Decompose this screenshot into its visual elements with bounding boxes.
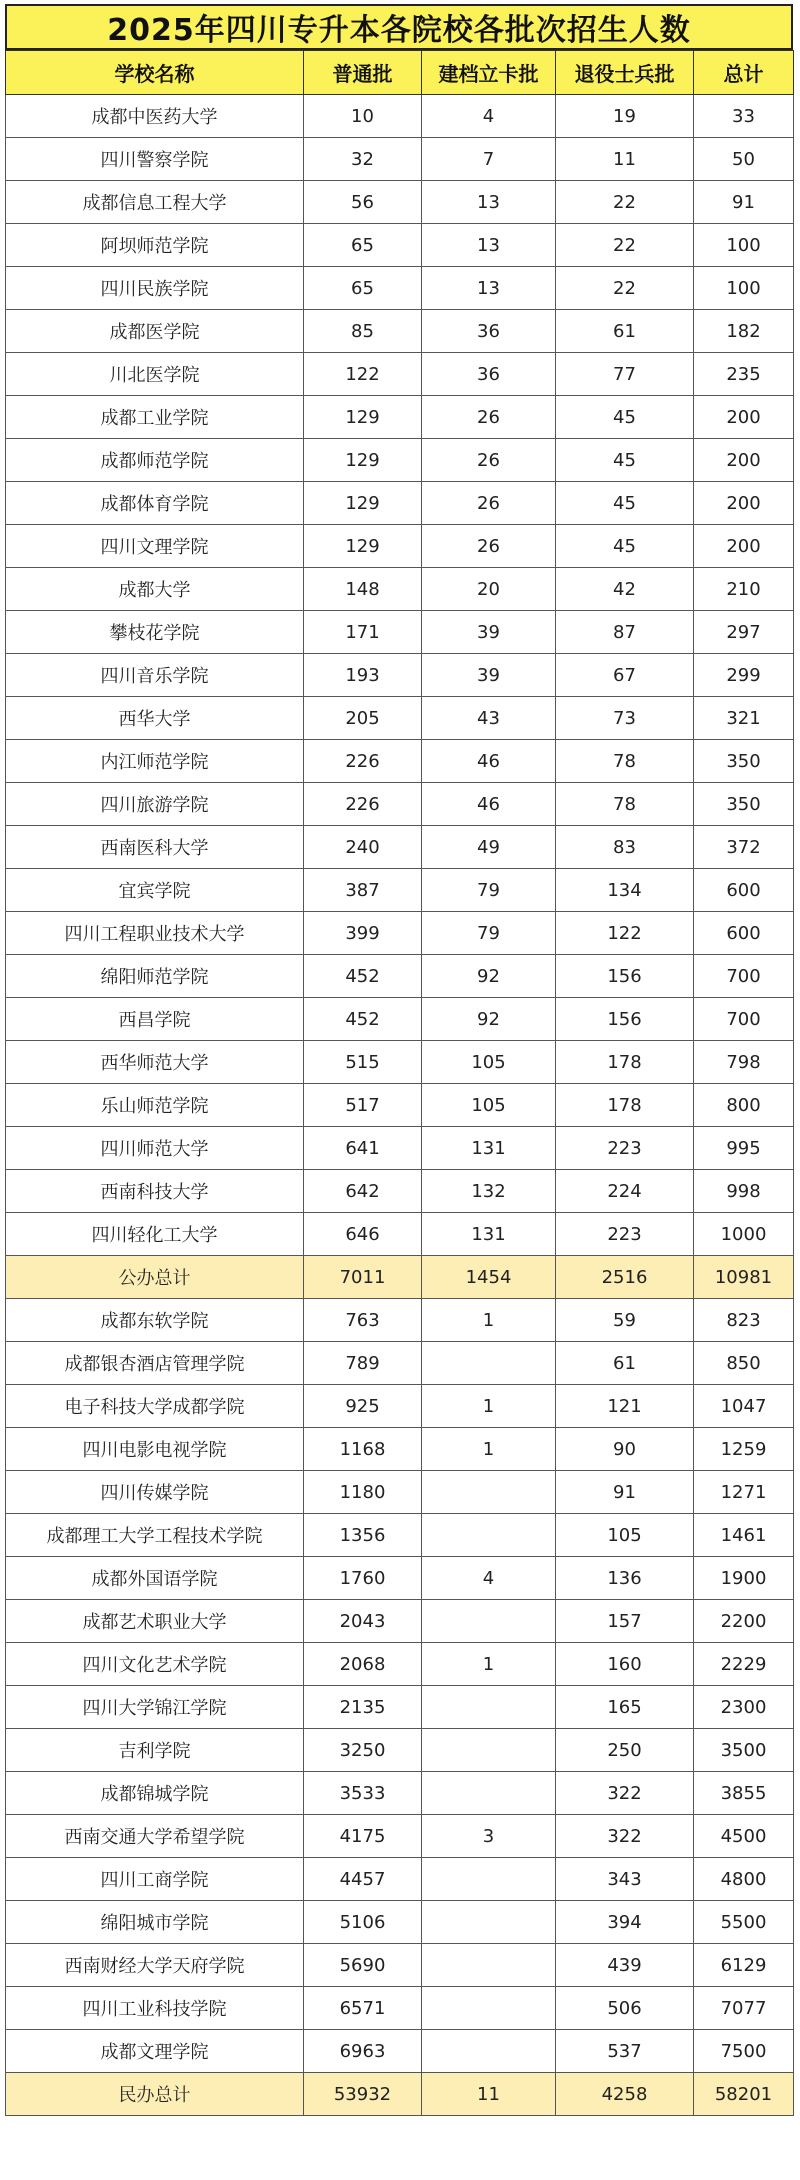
cell-school-name: 四川师范大学 [6,1127,304,1170]
cell-poverty: 11 [422,2073,556,2116]
cell-regular: 148 [304,568,422,611]
cell-veteran: 83 [556,826,694,869]
table-row [6,826,794,869]
cell-school-name: 成都银杏酒店管理学院 [6,1342,304,1385]
table-row [6,955,794,998]
cell-regular: 387 [304,869,422,912]
cell-poverty: 36 [422,310,556,353]
cell-school-name: 四川旅游学院 [6,783,304,826]
cell-poverty: 49 [422,826,556,869]
cell-veteran: 250 [556,1729,694,1772]
cell-school-name: 电子科技大学成都学院 [6,1385,304,1428]
cell-poverty [422,1342,556,1385]
cell-school-name: 绵阳师范学院 [6,955,304,998]
table-row [6,353,794,396]
cell-veteran: 343 [556,1858,694,1901]
cell-veteran: 61 [556,310,694,353]
cell-regular: 1356 [304,1514,422,1557]
table-row [6,181,794,224]
cell-veteran: 121 [556,1385,694,1428]
cell-veteran: 45 [556,482,694,525]
table-row [6,1471,794,1514]
cell-regular: 763 [304,1299,422,1342]
table-row [6,1643,794,1686]
cell-regular: 5106 [304,1901,422,1944]
cell-poverty: 46 [422,783,556,826]
cell-poverty [422,2030,556,2073]
cell-veteran: 394 [556,1901,694,1944]
cell-total: 33 [694,95,794,138]
cell-school-name: 四川文理学院 [6,525,304,568]
header-school-name: 学校名称 [6,51,304,95]
cell-poverty [422,1858,556,1901]
cell-poverty: 4 [422,95,556,138]
private-total-row [6,2073,794,2116]
cell-school-name: 乐山师范学院 [6,1084,304,1127]
cell-poverty: 92 [422,955,556,998]
cell-veteran: 156 [556,998,694,1041]
cell-school-name: 成都东软学院 [6,1299,304,1342]
cell-total: 5500 [694,1901,794,1944]
cell-total: 700 [694,998,794,1041]
cell-poverty [422,1987,556,2030]
cell-total: 182 [694,310,794,353]
cell-school-name: 西南科技大学 [6,1170,304,1213]
table-row [6,568,794,611]
cell-poverty: 26 [422,482,556,525]
cell-veteran: 178 [556,1041,694,1084]
cell-poverty [422,1944,556,1987]
public-total-row [6,1256,794,1299]
table-body [6,95,794,2116]
enrollment-table [5,50,794,2116]
table-row [6,310,794,353]
cell-total: 3855 [694,1772,794,1815]
table-row [6,1127,794,1170]
cell-regular: 122 [304,353,422,396]
cell-poverty: 39 [422,611,556,654]
cell-regular: 515 [304,1041,422,1084]
header-row [6,51,794,95]
cell-school-name: 阿坝师范学院 [6,224,304,267]
cell-veteran: 178 [556,1084,694,1127]
cell-school-name: 成都理工大学工程技术学院 [6,1514,304,1557]
cell-regular: 32 [304,138,422,181]
cell-regular: 6963 [304,2030,422,2073]
table-row [6,1428,794,1471]
cell-regular: 129 [304,525,422,568]
cell-regular: 2068 [304,1643,422,1686]
cell-veteran: 157 [556,1600,694,1643]
table-row [6,1385,794,1428]
cell-school-name: 川北医学院 [6,353,304,396]
table-row [6,1213,794,1256]
cell-total: 600 [694,869,794,912]
cell-school-name: 成都信息工程大学 [6,181,304,224]
cell-veteran: 91 [556,1471,694,1514]
cell-veteran: 160 [556,1643,694,1686]
cell-total: 321 [694,697,794,740]
cell-school-name: 成都师范学院 [6,439,304,482]
cell-poverty: 26 [422,439,556,482]
cell-poverty: 79 [422,912,556,955]
cell-school-name: 四川工商学院 [6,1858,304,1901]
cell-school-name: 四川工业科技学院 [6,1987,304,2030]
table-row [6,1299,794,1342]
table-row [6,1600,794,1643]
cell-school-name: 四川警察学院 [6,138,304,181]
table-row [6,2030,794,2073]
cell-regular: 4175 [304,1815,422,1858]
table-row [6,1041,794,1084]
cell-total: 200 [694,482,794,525]
table-row [6,1901,794,1944]
cell-poverty: 1 [422,1643,556,1686]
cell-school-name: 西华大学 [6,697,304,740]
cell-regular: 517 [304,1084,422,1127]
cell-total: 700 [694,955,794,998]
header-poverty-batch: 建档立卡批 [422,51,556,95]
cell-total: 210 [694,568,794,611]
table-row [6,1729,794,1772]
sheet-title: 2025年四川专升本各院校各批次招生人数 [5,4,793,50]
cell-poverty: 43 [422,697,556,740]
header-total: 总计 [694,51,794,95]
cell-poverty: 13 [422,224,556,267]
table-row [6,740,794,783]
cell-veteran: 322 [556,1815,694,1858]
cell-school-name: 四川文化艺术学院 [6,1643,304,1686]
cell-veteran: 223 [556,1213,694,1256]
cell-veteran: 73 [556,697,694,740]
cell-veteran: 439 [556,1944,694,1987]
cell-poverty: 1454 [422,1256,556,1299]
table-row [6,482,794,525]
table-row [6,998,794,1041]
cell-school-name: 四川工程职业技术大学 [6,912,304,955]
cell-regular: 641 [304,1127,422,1170]
cell-school-name: 四川传媒学院 [6,1471,304,1514]
cell-school-name: 宜宾学院 [6,869,304,912]
cell-school-name: 公办总计 [6,1256,304,1299]
cell-poverty: 1 [422,1428,556,1471]
cell-school-name: 西华师范大学 [6,1041,304,1084]
cell-veteran: 156 [556,955,694,998]
cell-regular: 1180 [304,1471,422,1514]
cell-veteran: 77 [556,353,694,396]
cell-total: 372 [694,826,794,869]
cell-veteran: 45 [556,396,694,439]
table-row [6,1342,794,1385]
cell-veteran: 2516 [556,1256,694,1299]
cell-regular: 10 [304,95,422,138]
cell-poverty: 1 [422,1299,556,1342]
cell-total: 200 [694,439,794,482]
cell-school-name: 四川民族学院 [6,267,304,310]
cell-regular: 56 [304,181,422,224]
cell-school-name: 四川大学锦江学院 [6,1686,304,1729]
cell-regular: 171 [304,611,422,654]
cell-total: 91 [694,181,794,224]
cell-school-name: 成都锦城学院 [6,1772,304,1815]
cell-school-name: 四川电影电视学院 [6,1428,304,1471]
cell-total: 823 [694,1299,794,1342]
cell-veteran: 537 [556,2030,694,2073]
cell-school-name: 四川轻化工大学 [6,1213,304,1256]
table-row [6,697,794,740]
cell-school-name: 四川音乐学院 [6,654,304,697]
cell-school-name: 民办总计 [6,2073,304,2116]
cell-total: 800 [694,1084,794,1127]
table-row [6,95,794,138]
cell-total: 350 [694,740,794,783]
cell-poverty: 1 [422,1385,556,1428]
cell-poverty: 132 [422,1170,556,1213]
cell-total: 200 [694,525,794,568]
table-header [6,51,794,95]
cell-regular: 1760 [304,1557,422,1600]
cell-poverty: 7 [422,138,556,181]
cell-poverty: 131 [422,1213,556,1256]
cell-poverty: 26 [422,396,556,439]
cell-school-name: 成都工业学院 [6,396,304,439]
cell-regular: 5690 [304,1944,422,1987]
cell-total: 6129 [694,1944,794,1987]
cell-regular: 240 [304,826,422,869]
table-row [6,224,794,267]
cell-regular: 65 [304,267,422,310]
cell-poverty [422,1471,556,1514]
cell-veteran: 165 [556,1686,694,1729]
cell-veteran: 45 [556,439,694,482]
cell-veteran: 42 [556,568,694,611]
cell-poverty: 79 [422,869,556,912]
cell-poverty [422,1729,556,1772]
cell-veteran: 59 [556,1299,694,1342]
cell-total: 235 [694,353,794,396]
cell-school-name: 西南交通大学希望学院 [6,1815,304,1858]
cell-school-name: 成都中医药大学 [6,95,304,138]
cell-total: 1000 [694,1213,794,1256]
cell-school-name: 吉利学院 [6,1729,304,1772]
table-row [6,1944,794,1987]
cell-veteran: 67 [556,654,694,697]
table-row [6,611,794,654]
cell-poverty: 105 [422,1084,556,1127]
cell-school-name: 成都医学院 [6,310,304,353]
cell-regular: 2135 [304,1686,422,1729]
cell-poverty [422,1514,556,1557]
table-row [6,439,794,482]
cell-regular: 925 [304,1385,422,1428]
cell-veteran: 11 [556,138,694,181]
cell-total: 2300 [694,1686,794,1729]
cell-poverty [422,1686,556,1729]
cell-regular: 226 [304,783,422,826]
cell-total: 1900 [694,1557,794,1600]
table-row [6,654,794,697]
cell-regular: 789 [304,1342,422,1385]
cell-total: 100 [694,267,794,310]
cell-total: 50 [694,138,794,181]
cell-poverty: 92 [422,998,556,1041]
table-row [6,1557,794,1600]
cell-regular: 3533 [304,1772,422,1815]
cell-total: 1461 [694,1514,794,1557]
cell-poverty: 39 [422,654,556,697]
cell-regular: 4457 [304,1858,422,1901]
cell-veteran: 224 [556,1170,694,1213]
cell-total: 299 [694,654,794,697]
cell-total: 7077 [694,1987,794,2030]
table-row [6,1514,794,1557]
cell-school-name: 攀枝花学院 [6,611,304,654]
cell-poverty: 4 [422,1557,556,1600]
cell-school-name: 西南医科大学 [6,826,304,869]
cell-total: 58201 [694,2073,794,2116]
cell-regular: 399 [304,912,422,955]
cell-total: 2200 [694,1600,794,1643]
cell-veteran: 22 [556,224,694,267]
cell-total: 350 [694,783,794,826]
cell-total: 200 [694,396,794,439]
table-row [6,1987,794,2030]
table-row [6,396,794,439]
cell-total: 10981 [694,1256,794,1299]
cell-school-name: 内江师范学院 [6,740,304,783]
cell-regular: 646 [304,1213,422,1256]
cell-veteran: 61 [556,1342,694,1385]
cell-veteran: 78 [556,740,694,783]
cell-poverty: 3 [422,1815,556,1858]
cell-total: 600 [694,912,794,955]
cell-veteran: 22 [556,267,694,310]
cell-veteran: 4258 [556,2073,694,2116]
cell-total: 7500 [694,2030,794,2073]
cell-poverty: 13 [422,181,556,224]
cell-total: 798 [694,1041,794,1084]
header-regular-batch: 普通批 [304,51,422,95]
cell-total: 4800 [694,1858,794,1901]
table-row [6,1170,794,1213]
cell-poverty: 13 [422,267,556,310]
cell-total: 4500 [694,1815,794,1858]
table-row [6,525,794,568]
cell-veteran: 45 [556,525,694,568]
cell-total: 995 [694,1127,794,1170]
cell-veteran: 322 [556,1772,694,1815]
enrollment-sheet [5,4,793,2174]
cell-school-name: 成都外国语学院 [6,1557,304,1600]
table-row [6,783,794,826]
cell-school-name: 成都艺术职业大学 [6,1600,304,1643]
cell-total: 297 [694,611,794,654]
cell-veteran: 136 [556,1557,694,1600]
cell-school-name: 成都大学 [6,568,304,611]
cell-poverty [422,1901,556,1944]
cell-poverty: 36 [422,353,556,396]
header-veteran-batch: 退役士兵批 [556,51,694,95]
cell-total: 2229 [694,1643,794,1686]
cell-poverty: 131 [422,1127,556,1170]
cell-regular: 226 [304,740,422,783]
table-row [6,138,794,181]
cell-total: 1047 [694,1385,794,1428]
cell-school-name: 绵阳城市学院 [6,1901,304,1944]
cell-regular: 452 [304,955,422,998]
cell-regular: 205 [304,697,422,740]
cell-poverty [422,1600,556,1643]
cell-school-name: 成都体育学院 [6,482,304,525]
cell-regular: 452 [304,998,422,1041]
cell-total: 1259 [694,1428,794,1471]
cell-regular: 2043 [304,1600,422,1643]
cell-regular: 129 [304,396,422,439]
table-row [6,869,794,912]
cell-poverty [422,1772,556,1815]
cell-regular: 642 [304,1170,422,1213]
cell-veteran: 223 [556,1127,694,1170]
cell-poverty: 46 [422,740,556,783]
cell-total: 850 [694,1342,794,1385]
cell-veteran: 22 [556,181,694,224]
cell-total: 998 [694,1170,794,1213]
cell-school-name: 成都文理学院 [6,2030,304,2073]
cell-poverty: 105 [422,1041,556,1084]
table-row [6,267,794,310]
cell-veteran: 134 [556,869,694,912]
cell-veteran: 506 [556,1987,694,2030]
table-row [6,1815,794,1858]
cell-veteran: 78 [556,783,694,826]
table-row [6,1858,794,1901]
cell-school-name: 西南财经大学天府学院 [6,1944,304,1987]
cell-veteran: 90 [556,1428,694,1471]
cell-total: 100 [694,224,794,267]
cell-veteran: 122 [556,912,694,955]
table-row [6,1084,794,1127]
cell-veteran: 19 [556,95,694,138]
cell-regular: 53932 [304,2073,422,2116]
cell-regular: 7011 [304,1256,422,1299]
cell-regular: 3250 [304,1729,422,1772]
cell-regular: 85 [304,310,422,353]
cell-regular: 65 [304,224,422,267]
cell-regular: 193 [304,654,422,697]
cell-total: 3500 [694,1729,794,1772]
cell-regular: 129 [304,439,422,482]
cell-total: 1271 [694,1471,794,1514]
cell-regular: 6571 [304,1987,422,2030]
cell-regular: 1168 [304,1428,422,1471]
cell-veteran: 87 [556,611,694,654]
table-row [6,912,794,955]
table-row [6,1686,794,1729]
cell-poverty: 20 [422,568,556,611]
table-row [6,1772,794,1815]
cell-school-name: 西昌学院 [6,998,304,1041]
cell-veteran: 105 [556,1514,694,1557]
cell-regular: 129 [304,482,422,525]
cell-poverty: 26 [422,525,556,568]
